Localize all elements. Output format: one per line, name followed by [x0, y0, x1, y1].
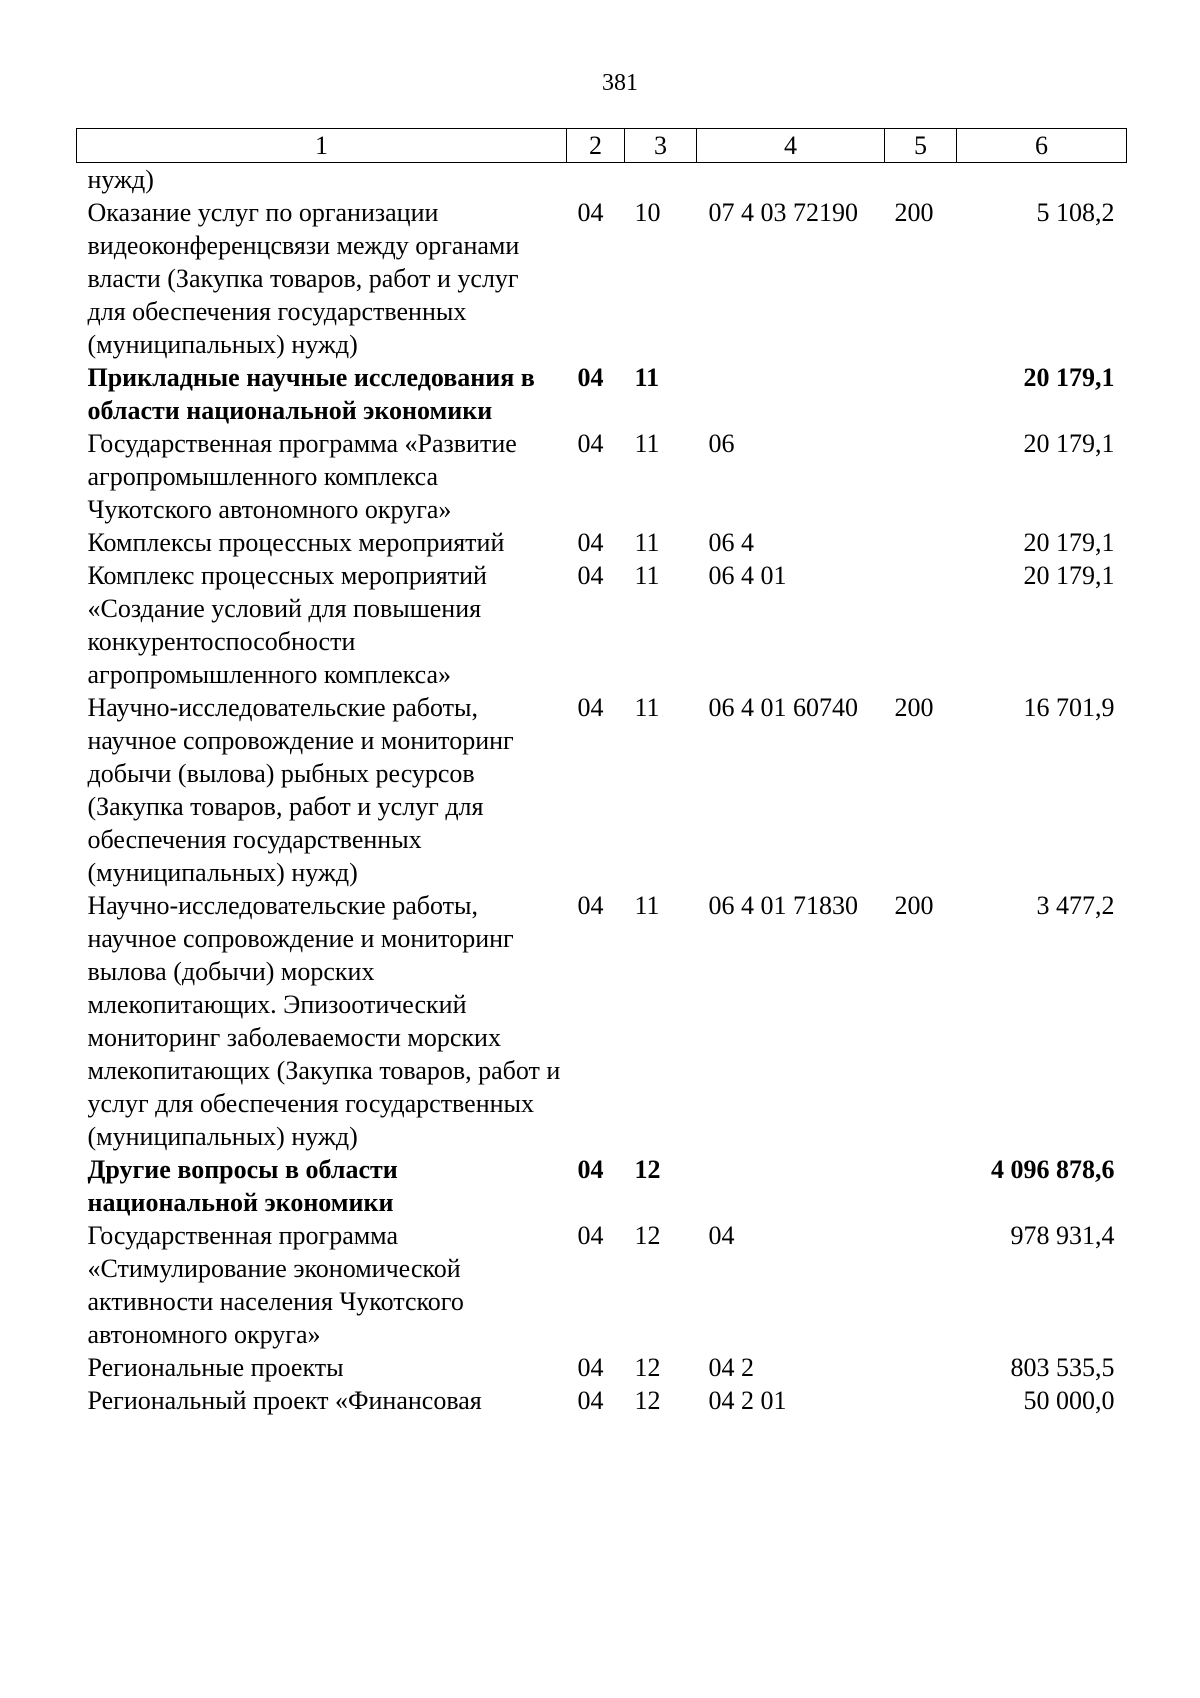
cell-amount: [957, 163, 1127, 197]
cell-name: Комплексы процессных мероприятий: [87, 528, 505, 557]
cell-name: Государственная программа «Развитие агропромышленного комплекса Чукотского автономного округа»: [87, 429, 517, 524]
cell-expense-type: [885, 559, 957, 691]
cell-target-code: 06 4: [708, 528, 754, 557]
cell-section: 04: [577, 693, 604, 722]
cell-target-code: 06 4 01: [708, 561, 787, 590]
table-row: [77, 427, 1127, 526]
cell-amount: 20 179,1: [1023, 528, 1115, 557]
cell-name: Региональный проект «Финансовая: [87, 1386, 482, 1415]
table-header: [77, 129, 1127, 163]
cell-amount: 5 108,2: [1036, 198, 1115, 227]
table-row: [77, 1219, 1127, 1351]
table-row: [77, 361, 1127, 427]
cell-expense-type: [885, 526, 957, 559]
cell-expense-type: [885, 1153, 957, 1219]
cell-section: 04: [577, 363, 604, 392]
cell-section: 04: [577, 1221, 604, 1250]
cell-amount: 3 477,2: [1036, 891, 1115, 920]
cell-expense-type: [885, 163, 957, 197]
cell-expense-type: [885, 427, 957, 526]
header-col-2: 2: [567, 129, 625, 163]
cell-subsection: 12: [634, 1353, 661, 1382]
table-row: [77, 196, 1127, 361]
cell-subsection: 11: [634, 429, 660, 458]
cell-target-code: [697, 361, 885, 427]
cell-subsection: 12: [634, 1386, 661, 1415]
table-row: [77, 1153, 1127, 1219]
cell-subsection: [625, 163, 697, 197]
page-number: 381: [602, 70, 638, 96]
cell-name: Научно-исследовательские работы, научное сопровождение и мониторинг вылова (добычи) морских млекопитающих. Эпизоотический мониторинг заболеваемости морских млекопитающих (Закупка товаров, работ и услуг для обеспечения государственных (муниципальных) нужд): [87, 891, 561, 1151]
cell-amount: 20 179,1: [1023, 363, 1115, 392]
cell-expense-type: 200: [894, 891, 934, 920]
table-row: [77, 559, 1127, 691]
table-row: [77, 526, 1127, 559]
cell-section: 04: [577, 528, 604, 557]
cell-subsection: 11: [634, 693, 660, 722]
cell-expense-type: [885, 361, 957, 427]
cell-expense-type: [885, 1351, 957, 1384]
cell-expense-type: [885, 1384, 957, 1417]
cell-amount: 4 096 878,6: [991, 1155, 1115, 1184]
budget-table: [76, 128, 1127, 1417]
cell-subsection: 12: [634, 1155, 661, 1184]
cell-target-code: 04 2: [708, 1353, 754, 1382]
table-row: [77, 889, 1127, 1153]
cell-section: 04: [577, 1386, 604, 1415]
cell-subsection: 11: [634, 891, 660, 920]
cell-expense-type: 200: [894, 693, 934, 722]
cell-section: 04: [577, 429, 604, 458]
cell-subsection: 12: [634, 1221, 661, 1250]
header-row: [77, 129, 1127, 163]
cell-amount: 50 000,0: [1023, 1386, 1115, 1415]
cell-section: 04: [577, 561, 604, 590]
cell-section: 04: [577, 891, 604, 920]
cell-section: 04: [577, 198, 604, 227]
cell-amount: 16 701,9: [1023, 693, 1115, 722]
cell-target-code: 06: [708, 429, 735, 458]
cell-name: Прикладные научные исследования в области национальной экономики: [87, 363, 535, 425]
cell-target-code: [697, 163, 885, 197]
cell-amount: 803 535,5: [1010, 1353, 1115, 1382]
cell-name: Государственная программа «Стимулирование экономической активности населения Чукотского автономного округа»: [87, 1221, 464, 1349]
cell-target-code: 06 4 01 71830: [708, 891, 858, 920]
cell-amount: 20 179,1: [1023, 429, 1115, 458]
table-row: [77, 1351, 1127, 1384]
cell-expense-type: 200: [894, 198, 934, 227]
cell-name: Региональные проекты: [87, 1353, 344, 1382]
cell-subsection: 11: [634, 561, 660, 590]
cell-expense-type: [885, 1219, 957, 1351]
table-row: [77, 691, 1127, 889]
cell-amount: 978 931,4: [1010, 1221, 1115, 1250]
header-col-1: 1: [77, 129, 567, 163]
cell-name: Оказание услуг по организации видеоконференцсвязи между органами власти (Закупка товаров, работ и услуг для обеспечения государственных (муниципальных) нужд): [87, 198, 520, 359]
cell-target-code: 04: [708, 1221, 735, 1250]
table-row: [77, 1384, 1127, 1417]
cell-target-code: [697, 1153, 885, 1219]
cell-amount: 20 179,1: [1023, 561, 1115, 590]
cell-name: Другие вопросы в области национальной экономики: [87, 1155, 398, 1217]
cell-target-code: 04 2 01: [708, 1386, 787, 1415]
cell-section: 04: [577, 1155, 604, 1184]
header-col-6: 6: [957, 129, 1127, 163]
header-col-5: 5: [885, 129, 957, 163]
cell-name: Комплекс процессных мероприятий «Создание условий для повышения конкурентоспособности агропромышленного комплекса»: [87, 561, 487, 689]
cell-subsection: 10: [634, 198, 661, 227]
cell-target-code: 06 4 01 60740: [708, 693, 858, 722]
cell-subsection: 11: [634, 528, 660, 557]
table-row: [77, 163, 1127, 197]
cell-name: Научно-исследовательские работы, научное сопровождение и мониторинг добычи (вылова) рыбных ресурсов (Закупка товаров, работ и услуг для обеспечения государственных (муниципальных) нужд): [87, 693, 514, 887]
cell-section: 04: [577, 1353, 604, 1382]
header-col-4: 4: [697, 129, 885, 163]
cell-target-code: 07 4 03 72190: [708, 198, 858, 227]
cell-subsection: 11: [634, 363, 660, 392]
header-col-3: 3: [625, 129, 697, 163]
cell-section: [567, 163, 625, 197]
cell-name: нужд): [87, 165, 154, 194]
table-body: [77, 163, 1127, 1418]
